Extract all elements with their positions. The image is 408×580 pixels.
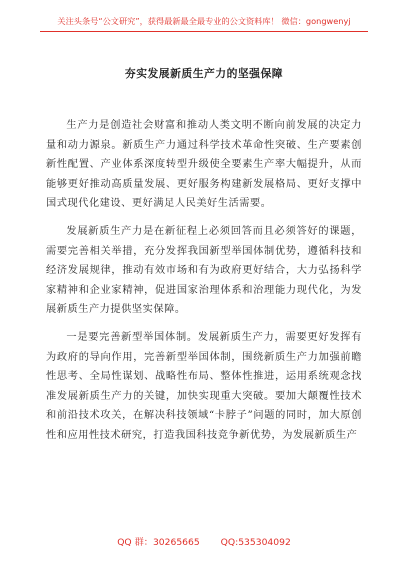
paragraph-1: 生产力是创造社会财富和推动人类文明不断向前发展的决定力量和动力源泉。新质生产力通过科学技术革命性突破、生产要素创新性配置、产业体系深度转型升级使全要素生产率大幅提升，从而能够更好推动高质量发展、更好服务构建新发展格局、更好支撑中国式现代化建设、更好满足人民美好生活需要。 [46, 120, 362, 210]
header-banner: 关注头条号“公文研究”，获得最新最全最专业的公文资料库！ 微信：gongwenyj [57, 16, 351, 26]
paragraph-2: 发展新质生产力是在新征程上必须回答而且必须答好的课题，需要完善相关举措，充分发挥我国新型举国体制优势，遵循科技和经济发展规律，推动有效市场和有为政府更好结合，大力弘扬科学家精神和企业家精神，促进国家治理体系和治理能力现代化，为发展新质生产力提供坚实保障。 [46, 225, 362, 316]
footer-qq: QQ:535304092 [220, 537, 291, 548]
document-title: 夯实发展新质生产力的坚强保障 [124, 67, 284, 80]
document-body [46, 116, 362, 454]
footer-contact [0, 534, 408, 548]
paragraph-3: 一是要完善新型举国体制。发展新质生产力，需要更好发挥有为政府的导向作用，完善新型举国体制，围绕新质生产力加强前瞻性思考、全局性谋划、战略性布局、整体性推进，运用系统观念找准发展新质生产力的关键，加快实现重大突破。要加大颠覆性技术和前沿技术攻关，在解决科技领域“卡脖子”问题的同时，加大原创性和应用性技术研究，打造我国科技竞争新优势，为发展新质生产 [46, 331, 362, 441]
footer-qq-group: QQ 群：30265665 [117, 537, 200, 548]
header-divider [40, 31, 368, 32]
